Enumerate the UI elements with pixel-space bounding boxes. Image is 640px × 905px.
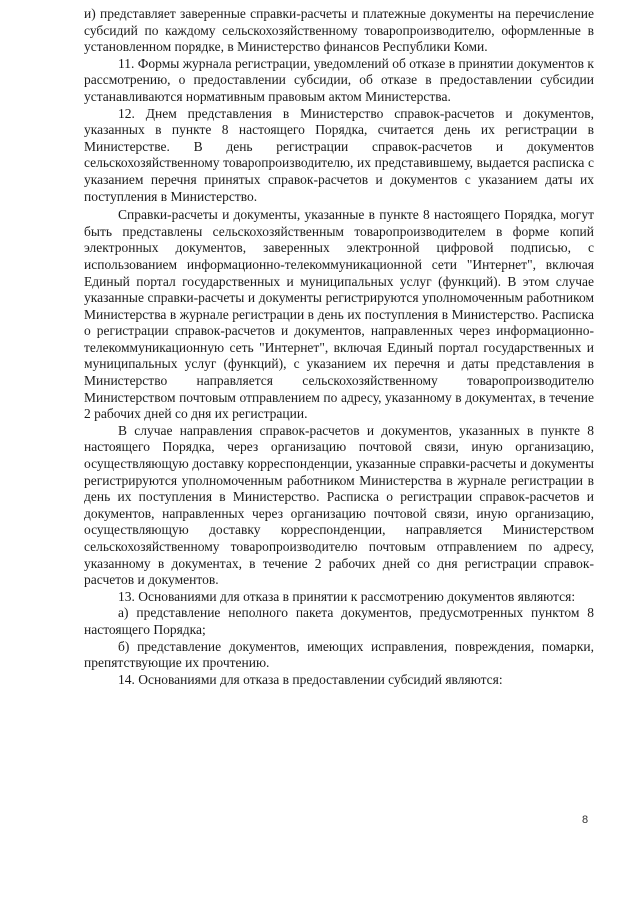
paragraph-13-a: а) представление неполного пакета документов, предусмотренных пунктом 8 настоящего Порядка; — [84, 605, 594, 637]
paragraph-electronic-submission: Справки-расчеты и документы, указанные в пункте 8 настоящего Порядка, могут быть представлены сельскохозяйственным товаропроизводителем в форме копий электронных документов, заверенных электронной цифровой подписью, с использованием информационно-телекоммуникационной сети "Интернет", включая Единый портал государственных и муниципальных услуг (функций). В этом случае указанные справки-расчеты и документы регистрируются уполномоченным работником Министерства в журнале регистрации в день их поступления в Министерство. Расписка о регистрации справок-расчетов и документов, направленных через информационно-телекоммуникационную сеть "Интернет", включая Единый портал государственных и муниципальных услуг (функций), с указанием их перечня и даты представления в Министерство направляется сельскохозяйственному товаропроизводителю Министерством почтовым отправлением по адресу, указанному в документах, в течение 2 рабочих дней со дня их регистрации. — [84, 207, 594, 422]
paragraph-postal-submission: В случае направления справок-расчетов и документов, указанных в пункте 8 настоящего Порядка, через организацию почтовой связи, иную организацию, осуществляющую доставку корреспонденции, указанные справки-расчеты и документы регистрируются уполномоченным работником Министерства в журнале регистрации в день их поступления в Министерство. Расписка о регистрации справок-расчетов и документов, направленных через организацию почтовой связи, иную организацию, осуществляющую доставку корреспонденции, направляется Министерством сельскохозяйственному товаропроизводителю почтовым отправлением по адресу, указанному в документах, в течение 2 рабочих дней со дня регистрации справок-расчетов и документов. — [84, 422, 594, 588]
paragraph-12-submission-day: 12. Днем представления в Министерство справок-расчетов и документов, указанных в пункте 8 настоящего Порядка, считается день их регистрации в Министерстве. В день регистрации справок-расчетов и документов сельскохозяйственному товаропроизводителю, их представившему, выдается расписка с указанием перечня принятых справок-расчетов и документов с указанием даты их поступления в Министерство. — [84, 105, 594, 204]
paragraph-item-i: и) представляет заверенные справки-расчеты и платежные документы на перечисление субсидий по каждому сельскохозяйственному товаропроизводителю, оформленные в установленном порядке, в Министерство финансов Республики Коми. — [84, 6, 594, 55]
paragraph-11-forms: 11. Формы журнала регистрации, уведомлений об отказе в принятии документов к рассмотрению, о предоставлении субсидии, об отказе в предоставлении субсидии устанавливаются нормативным правовым актом Министерства. — [84, 55, 594, 104]
document-body — [84, 6, 594, 688]
paragraph-13-refusal-grounds: 13. Основаниями для отказа в принятии к рассмотрению документов являются: — [118, 588, 576, 604]
page-number: 8 — [582, 814, 589, 826]
paragraph-14-subsidy-refusal: 14. Основаниями для отказа в предоставлении субсидий являются: — [118, 671, 503, 687]
paragraph-13-b: б) представление документов, имеющих исправления, повреждения, помарки, препятствующие их прочтению. — [84, 638, 594, 671]
